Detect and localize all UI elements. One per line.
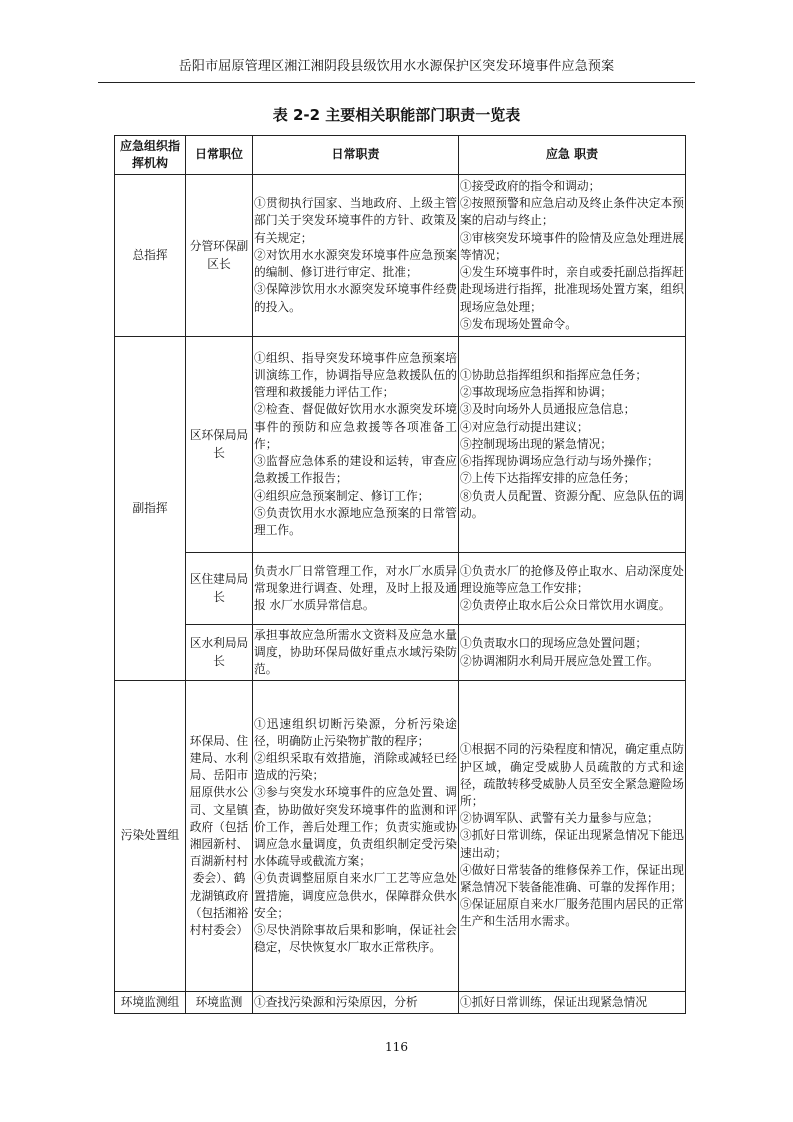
emergency-duty-item: ①根据不同的污染程度和情况，确定重点防护区域，确定受威胁人员疏散的方式和途径，疏散转移受威胁人员至安全紧急避险场所； xyxy=(460,742,684,808)
daily-duty-item: ⑤尽快消除事故后果和影响，保证社会稳定，尽快恢复水厂取水正常秩序。 xyxy=(254,923,457,955)
daily-duty-item: ②组织采取有效措施，消除或减轻已经造成的污染； xyxy=(254,750,457,783)
emergency-duty-item: ⑥指挥现协调场应急行动与场外操作； xyxy=(460,454,659,469)
daily-duty-cell xyxy=(253,681,459,992)
emergency-duty-item: ⑤发布现场处置命令。 xyxy=(460,316,577,331)
duty-table xyxy=(114,135,686,1014)
post-cell: 区住建局局长 xyxy=(186,553,253,625)
page-number: 116 xyxy=(385,1040,408,1054)
daily-duty-item: ②检查、督促做好饮用水水源突发环境事件的预防和应急救援等各项准备工作； xyxy=(254,402,457,451)
daily-duty-item: 承担事故应急所需水文资料及应急水量调度，协助环保局做好重点水域污染防范。 xyxy=(254,627,457,677)
table-row xyxy=(115,553,686,625)
emergency-duty-item: ①接受政府的指令和调动； xyxy=(460,179,601,194)
emergency-duty-item: ④发生环境事件时，亲自或委托副总指挥赶赴现场进行指挥，批准现场处置方案，组织现场应急处理； xyxy=(460,265,684,314)
emergency-duty-item: ③审核突发环境事件的险情及应急处理进展等情况； xyxy=(460,230,684,262)
post-cell: 环境监测 xyxy=(186,992,253,1014)
daily-duty-item: ①迅速组织切断污染源，分析污染途径，明确防止污染物扩散的程序； xyxy=(254,716,457,748)
column-header-emergency: 应急 职责 xyxy=(459,136,686,175)
emergency-duty-cell xyxy=(459,337,686,553)
header-divider xyxy=(98,82,695,83)
emergency-duty-cell xyxy=(459,992,686,1014)
emergency-duty-item: ⑤保证屈原自来水厂服务范围内居民的正常生产和生活用水需求。 xyxy=(460,897,684,929)
daily-duty-cell xyxy=(253,553,459,625)
emergency-duty-item: ③抓好日常训练，保证出现紧急情况下能迅速出动； xyxy=(460,828,684,860)
running-header: 岳阳市屈原管理区湘江湘阴段县级饮用水水源保护区突发环境事件应急预案 xyxy=(178,59,615,74)
daily-duty-item: ③监督应急体系的建设和运转，审查应急救援工作报告； xyxy=(254,454,457,486)
daily-duty-cell xyxy=(253,175,459,337)
emergency-duty-cell xyxy=(459,625,686,681)
column-header-org: 应急组织指挥机构 xyxy=(115,136,186,175)
emergency-duty-item: ②协调军队、武警有关力量参与应急； xyxy=(460,811,659,826)
post-cell: 区水利局局长 xyxy=(186,625,253,681)
emergency-duty-item: ④做好日常装备的维修保养工作，保证出现紧急情况下装备能准确、可靠的发挥作用； xyxy=(460,862,684,894)
daily-duty-item: ①组织、指导突发环境事件应急预案培训演练工作，协调指导应急救援队伍的管理和救援能力评估工作； xyxy=(254,350,457,400)
daily-duty-item: ③保障涉饮用水水源突发环境事件经费的投入。 xyxy=(254,282,457,314)
daily-duty-cell xyxy=(253,337,459,553)
org-cell: 环境监测组 xyxy=(115,992,186,1014)
daily-duty-item: ⑤负责饮用水水源地应急预案的日常管理工作。 xyxy=(254,505,457,537)
emergency-duty-item: ⑤控制现场出现的紧急情况； xyxy=(460,436,612,451)
table-title: 表 2-2 主要相关职能部门职责一览表 xyxy=(272,106,521,124)
emergency-duty-item: ③及时向场外人员通报应急信息； xyxy=(460,402,636,417)
org-cell: 副指挥 xyxy=(115,337,186,681)
daily-duty-item: ①贯彻执行国家、当地政府、上级主管部门关于突发环境事件的方针、政策及有关规定； xyxy=(254,196,457,245)
daily-duty-item: ②对饮用水水源突发环境事件应急预案的编制、修订进行审定、批准； xyxy=(254,247,457,280)
daily-duty-item: 负责水厂日常管理工作，对水厂水质异常现象进行调查、处理，及时上报及通报 水厂水质异常信息。 xyxy=(254,563,457,613)
emergency-duty-item: ②协调湘阴水利局开展应急处置工作。 xyxy=(460,653,659,668)
table-row xyxy=(115,992,686,1014)
post-cell: 分管环保副区长 xyxy=(186,175,253,337)
column-header-post: 日常职位 xyxy=(186,136,253,175)
emergency-duty-cell xyxy=(459,681,686,992)
table-header-row xyxy=(115,136,686,175)
daily-duty-cell xyxy=(253,625,459,681)
emergency-duty-item: ⑧负责人员配置、资源分配、应急队伍的调动。 xyxy=(460,488,684,520)
org-cell: 总指挥 xyxy=(115,175,186,337)
emergency-duty-item: ⑦上传下达指挥安排的应急任务； xyxy=(460,471,636,486)
emergency-duty-item: ②负责停止取水后公众日常饮用水调度。 xyxy=(460,598,671,613)
emergency-duty-cell xyxy=(459,553,686,625)
emergency-duty-cell xyxy=(459,175,686,337)
emergency-duty-item: ①负责取水口的现场应急处置问题； xyxy=(460,636,648,651)
daily-duty-item: ④组织应急预案制定、修订工作； xyxy=(254,488,430,503)
table-row xyxy=(115,337,686,553)
emergency-duty-item: ①协助总指挥组织和指挥应急任务； xyxy=(460,368,648,383)
emergency-duty-item: ①抓好日常训练，保证出现紧急情况 xyxy=(460,994,648,1009)
emergency-duty-item: ①负责水厂的抢修及停止取水、启动深度处理设施等应急工作安排； xyxy=(460,563,684,595)
emergency-duty-item: ②按照预警和应急启动及终止条件决定本预案的启动与终止； xyxy=(460,196,684,228)
daily-duty-cell xyxy=(253,992,459,1014)
emergency-duty-item: ④对应急行动提出建议； xyxy=(460,419,589,434)
daily-duty-item: ①查找污染源和污染原因，分析 xyxy=(254,994,418,1009)
emergency-duty-item: ②事故现场应急指挥和协调； xyxy=(460,385,612,400)
column-header-daily: 日常职责 xyxy=(253,136,459,175)
daily-duty-item: ④负责调整屈原自来水厂工艺等应急处置措施，调度应急供水，保障群众供水安全； xyxy=(254,871,457,920)
table-row xyxy=(115,681,686,992)
post-cell: 环保局、住建局、水利局、岳阳市屈原供水公司、文星镇政府（包括湘园新村、百湖新村村委会）、鹤龙湖镇政府（包括湘裕村村委会） xyxy=(186,681,253,992)
post-cell: 区环保局局长 xyxy=(186,337,253,553)
daily-duty-item: ③参与突发水环境事件的应急处置、调查，协助做好突发环境事件的监测和评价工作，善后处理工作；负责实施或协调应急水量调度，负责组织制定受污染水体疏导或截流方案； xyxy=(254,785,457,869)
table-row xyxy=(115,625,686,681)
table-row xyxy=(115,175,686,337)
org-cell: 污染处置组 xyxy=(115,681,186,992)
